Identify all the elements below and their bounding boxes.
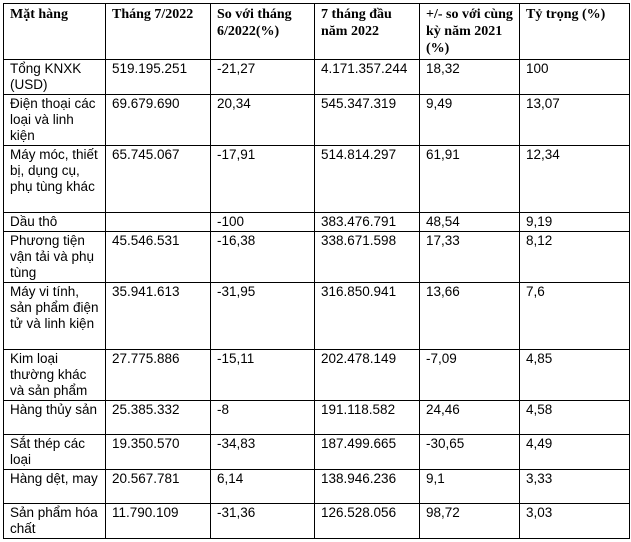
cell-share: 3,33: [520, 470, 630, 504]
cell-vs-prev-month: -34,83: [211, 435, 315, 470]
cell-seven-months: 316.850.941: [315, 283, 420, 350]
cell-month: 20.567.781: [106, 470, 211, 504]
cell-month: 11.790.109: [106, 504, 211, 539]
table-row: [4, 95, 630, 146]
table-row: [4, 283, 630, 350]
cell-share: 4,49: [520, 435, 630, 470]
cell-seven-months: 4.171.357.244: [315, 60, 420, 95]
cell-item: Hàng dệt, may: [4, 470, 106, 504]
cell-share: 4,85: [520, 350, 630, 401]
cell-seven-months: 126.528.056: [315, 504, 420, 539]
cell-vs-prev-month: -31,36: [211, 504, 315, 539]
table-row: [4, 401, 630, 435]
table-row: [4, 146, 630, 213]
table-row: [4, 435, 630, 470]
cell-seven-months: 383.476.791: [315, 213, 420, 232]
cell-yoy-change: 48,54: [420, 213, 520, 232]
cell-vs-prev-month: -15,11: [211, 350, 315, 401]
cell-share: 8,12: [520, 232, 630, 283]
cell-month: 35.941.613: [106, 283, 211, 350]
cell-seven-months: 191.118.582: [315, 401, 420, 435]
cell-month: 65.745.067: [106, 146, 211, 213]
cell-item: Điện thoại các loại và linh kiện: [4, 95, 106, 146]
cell-month: 19.350.570: [106, 435, 211, 470]
cell-share: 100: [520, 60, 630, 95]
table-row: [4, 470, 630, 504]
header-month: Tháng 7/2022: [106, 4, 211, 60]
header-share: Tỷ trọng (%): [520, 4, 630, 60]
cell-yoy-change: 13,66: [420, 283, 520, 350]
cell-item: Sản phẩm hóa chất: [4, 504, 106, 539]
header-yoy-change: +/- so với cùng kỳ năm 2021 (%): [420, 4, 520, 60]
cell-yoy-change: 9,1: [420, 470, 520, 504]
cell-item: Máy móc, thiết bị, dụng cụ, phụ tùng khác: [4, 146, 106, 213]
cell-item: Máy vi tính, sản phẩm điện tử và linh kiện: [4, 283, 106, 350]
cell-yoy-change: -7,09: [420, 350, 520, 401]
table-row: [4, 350, 630, 401]
cell-item: Sắt thép các loại: [4, 435, 106, 470]
cell-seven-months: 514.814.297: [315, 146, 420, 213]
table-row: [4, 213, 630, 232]
cell-vs-prev-month: 6,14: [211, 470, 315, 504]
cell-yoy-change: 98,72: [420, 504, 520, 539]
cell-yoy-change: 17,33: [420, 232, 520, 283]
header-seven-months: 7 tháng đầu năm 2022: [315, 4, 420, 60]
cell-yoy-change: 9,49: [420, 95, 520, 146]
header-vs-prev-month: So với tháng 6/2022(%): [211, 4, 315, 60]
cell-seven-months: 138.946.236: [315, 470, 420, 504]
cell-item: Hàng thủy sản: [4, 401, 106, 435]
cell-yoy-change: 24,46: [420, 401, 520, 435]
cell-share: 3,03: [520, 504, 630, 539]
header-row: [4, 4, 630, 60]
export-table: [3, 3, 630, 539]
cell-item: Kim loại thường khác và sản phẩm: [4, 350, 106, 401]
cell-share: 13,07: [520, 95, 630, 146]
cell-month: 69.679.690: [106, 95, 211, 146]
cell-seven-months: 545.347.319: [315, 95, 420, 146]
cell-yoy-change: 61,91: [420, 146, 520, 213]
cell-month: 45.546.531: [106, 232, 211, 283]
cell-yoy-change: 18,32: [420, 60, 520, 95]
cell-seven-months: 338.671.598: [315, 232, 420, 283]
header-item: Mặt hàng: [4, 4, 106, 60]
cell-vs-prev-month: -16,38: [211, 232, 315, 283]
cell-share: 9,19: [520, 213, 630, 232]
cell-item: Tổng KNXK (USD): [4, 60, 106, 95]
table-row: [4, 232, 630, 283]
cell-yoy-change: -30,65: [420, 435, 520, 470]
cell-vs-prev-month: -17,91: [211, 146, 315, 213]
cell-item: Dầu thô: [4, 213, 106, 232]
cell-vs-prev-month: -31,95: [211, 283, 315, 350]
cell-share: 12,34: [520, 146, 630, 213]
cell-month: [106, 213, 211, 232]
cell-item: Phương tiện vận tải và phụ tùng: [4, 232, 106, 283]
cell-month: 519.195.251: [106, 60, 211, 95]
cell-month: 27.775.886: [106, 350, 211, 401]
table-row: [4, 504, 630, 539]
cell-seven-months: 187.499.665: [315, 435, 420, 470]
cell-vs-prev-month: -100: [211, 213, 315, 232]
cell-vs-prev-month: -21,27: [211, 60, 315, 95]
cell-seven-months: 202.478.149: [315, 350, 420, 401]
cell-share: 7,6: [520, 283, 630, 350]
cell-month: 25.385.332: [106, 401, 211, 435]
table-row: [4, 60, 630, 95]
cell-share: 4,58: [520, 401, 630, 435]
cell-vs-prev-month: 20,34: [211, 95, 315, 146]
cell-vs-prev-month: -8: [211, 401, 315, 435]
